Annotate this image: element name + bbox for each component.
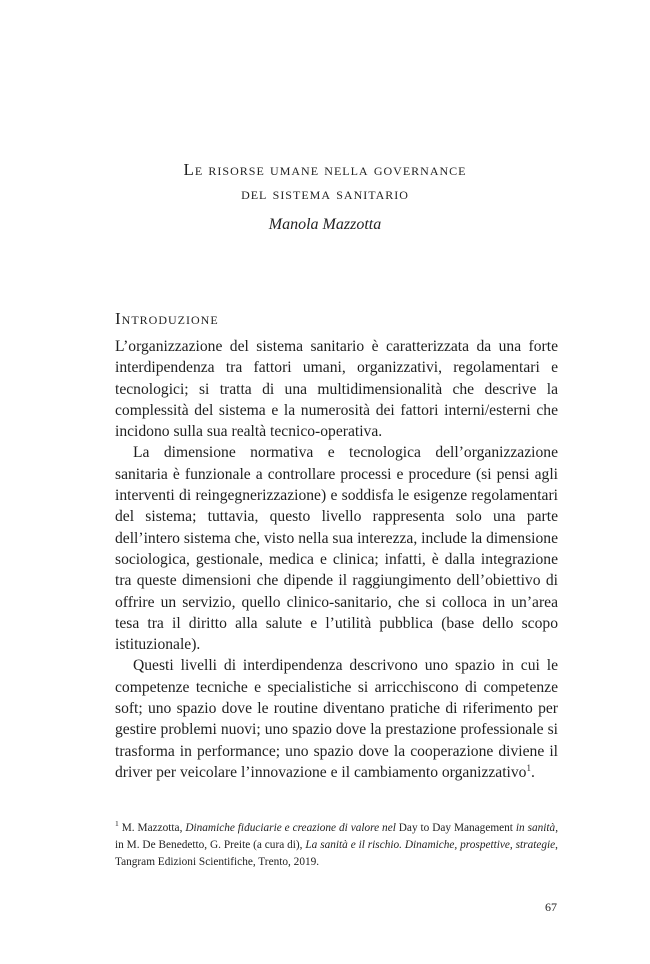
footnote-reference: 1 — [526, 762, 531, 773]
section-heading: Introduzione — [115, 309, 219, 328]
footnote-text-1: M. Mazzotta, — [121, 822, 186, 834]
footnote-number: 1 — [115, 819, 119, 829]
footnote-title-2: in sanità — [515, 822, 556, 834]
footnote-book-title: La sanità e il rischio. Dinamiche, prospettive, strategie — [305, 839, 556, 851]
chapter-title-line-1: Le risorse umane nella governance — [183, 160, 467, 179]
footnote-text-4: , Tangram Edizioni Scientifiche, Trento, 2019. — [115, 839, 558, 868]
paragraph-2: La dimensione normativa e tecnologica dell’organizzazione sanitaria è funzionale a controllare processi e procedure (si pensi agli interventi di reingegnerizzazione) e soddisfa le esigenze regolamentari del sistema; tuttavia, questo livello rappresenta solo una parte dell’intero sistema che, visto nella sua interezza, include la dimensione sociologica, gestionale, medica e clinica; infatti, è dalla integrazione tra queste dimensioni che dipende il raggiungimento dell’obiettivo di offrire un servizio, quello clinico-sanitario, che si colloca in un’area tesa tra il diritto alla salute e l’utilità pubblica (base dello scopo istituzionale). — [115, 444, 558, 654]
paragraph-1: L’organizzazione del sistema sanitario è caratterizzata da una forte interdipendenza tra fattori umani, organizzativi, regolamentari e tecnologici; si tratta di una multidimensionalità che descrive la complessità del sistema e la numerosità dei fattori interni/esterni che incidono sulla sua realtà tecnico-operativa. — [115, 338, 558, 441]
footnote-text-3: , in M. De Benedetto, G. Preite (a cura di), — [115, 822, 559, 851]
footnote — [115, 820, 558, 871]
body-text — [115, 336, 558, 783]
chapter-author: Manola Mazzotta — [268, 216, 382, 233]
footnote-text-2: Day to Day Management — [395, 822, 516, 834]
paragraph-3-text: Questi livelli di interdipendenza descrivono uno spazio in cui le competenze tecniche e specialistiche si arricchiscono di competenze soft; uno spazio dove le routine diventano pratiche di riferimento per gestire problemi nuovi; uno spazio dove la prestazione professionale si trasforma in performance; uno spazio dove la cooperazione diviene il driver per veicolare l’innovazione e il cambiamento organizzativo — [115, 657, 558, 781]
chapter-title — [0, 158, 650, 206]
page-number: 67 — [545, 900, 557, 914]
chapter-title-line-2: del sistema sanitario — [241, 184, 409, 203]
paragraph-3: Questi livelli di interdipendenza descrivono uno spazio in cui le competenze tecniche e specialistiche si arricchiscono di competenze soft; uno spazio dove le routine diventano pratiche di riferimento per gestire problemi nuovi; uno spazio dove la prestazione professionale si trasforma in performance; uno spazio dove la cooperazione diviene il driver per veicolare l’innovazione e il cambiamento organizzativo$^1$. — [115, 657, 558, 781]
footnote-title-1: Dinamiche fiduciarie e creazione di valore nel — [185, 822, 396, 834]
